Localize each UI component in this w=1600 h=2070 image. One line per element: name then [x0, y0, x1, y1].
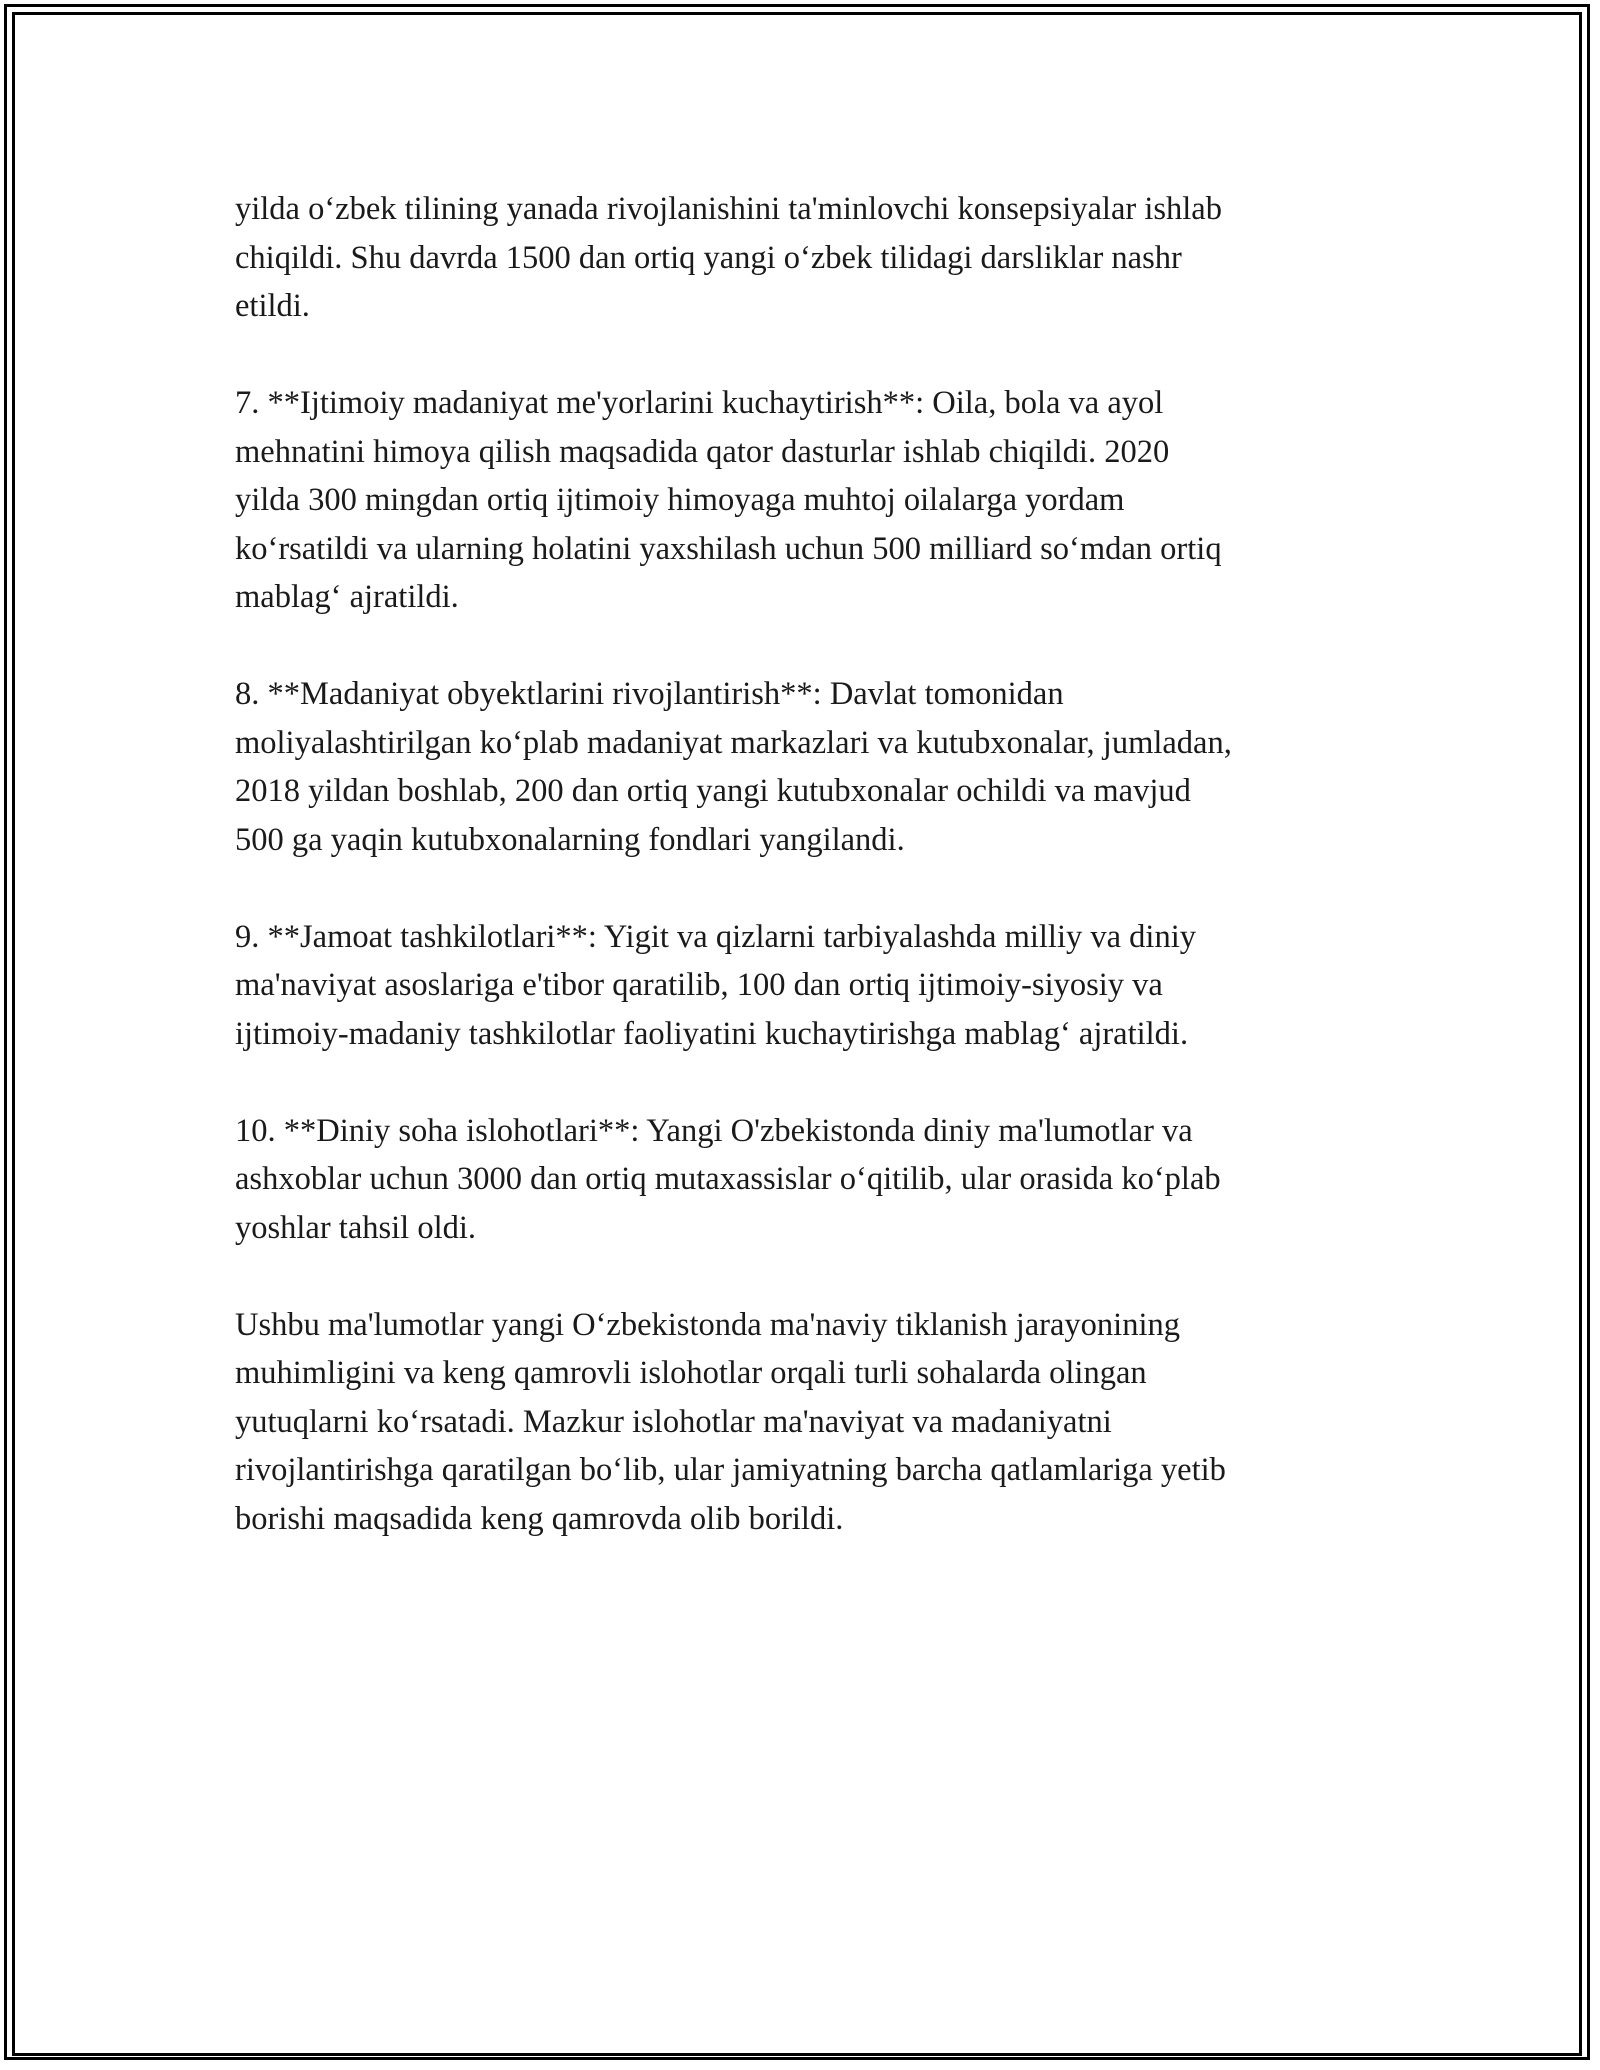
text-line: chiqildi. Shu davrda 1500 dan ortiq yangi o‘zbek tilidagi darsliklar nashr — [235, 239, 1182, 276]
list-item-9-public-organizations — [235, 913, 1375, 1059]
text-line: mehnatini himoya qilish maqsadida qator dasturlar ishlab chiqildi. 2020 — [235, 433, 1170, 470]
text-line: etildi. — [235, 288, 310, 324]
text-line: yoshlar tahsil oldi. — [235, 1209, 477, 1246]
list-item-8-cultural-objects — [235, 670, 1375, 864]
text-line: 500 ga yaqin kutubxonalarning fondlari yangilandi. — [235, 821, 905, 858]
text-line: 7. **Ijtimoiy madaniyat me'yorlarini kuchaytirish**: Oila, bola va ayol — [235, 385, 1164, 421]
text-line: Ushbu ma'lumotlar yangi O‘zbekistonda ma'naviy tiklanish jarayonining — [235, 1306, 1180, 1343]
text-line: 9. **Jamoat tashkilotlari**: Yigit va qizlarni tarbiyalashda milliy va diniy — [235, 918, 1196, 955]
document-body — [235, 185, 1375, 1592]
text-line: borishi maqsadida keng qamrovda olib borildi. — [235, 1500, 844, 1537]
paragraph-language-concepts — [235, 185, 1375, 331]
text-line: ijtimoiy-madaniy tashkilotlar faoliyatini kuchaytirishga mablag‘ ajratildi. — [235, 1015, 1189, 1052]
text-line: yutuqlarni ko‘rsatadi. Mazkur islohotlar ma'naviyat va madaniyatni — [235, 1403, 1112, 1440]
text-line: 8. **Madaniyat obyektlarini rivojlantirish**: Davlat tomonidan — [235, 676, 1064, 712]
list-item-7-social-culture — [235, 379, 1375, 622]
text-line: ko‘rsatildi va ularning holatini yaxshilash uchun 500 milliard so‘mdan ortiq — [235, 530, 1222, 567]
text-line: ashxoblar uchun 3000 dan ortiq mutaxassislar o‘qitilib, ular orasida ko‘plab — [235, 1161, 1221, 1197]
text-line: 2018 yildan boshlab, 200 dan ortiq yangi kutubxonalar ochildi va mavjud — [235, 773, 1191, 809]
text-line: muhimligini va keng qamrovli islohotlar orqali turli sohalarda olingan — [235, 1355, 1147, 1391]
text-line: yilda o‘zbek tilining yanada rivojlanishini ta'minlovchi konsepsiyalar ishlab — [235, 191, 1222, 227]
conclusion-paragraph — [235, 1301, 1375, 1544]
text-line: yilda 300 mingdan ortiq ijtimoiy himoyaga muhtoj oilalarga yordam — [235, 482, 1125, 518]
text-line: mablag‘ ajratildi. — [235, 579, 459, 615]
text-line: moliyalashtirilgan ko‘plab madaniyat markazlari va kutubxonalar, jumladan, — [235, 724, 1232, 761]
text-line: rivojlantirishga qaratilgan bo‘lib, ular jamiyatning barcha qatlamlariga yetib — [235, 1452, 1226, 1488]
text-line: ma'naviyat asoslariga e'tibor qaratilib, 100 dan ortiq ijtimoiy-siyosiy va — [235, 967, 1163, 1003]
text-line: 10. **Diniy soha islohotlari**: Yangi O'zbekistonda diniy ma'lumotlar va — [235, 1112, 1193, 1149]
list-item-10-religious-reforms — [235, 1107, 1375, 1253]
